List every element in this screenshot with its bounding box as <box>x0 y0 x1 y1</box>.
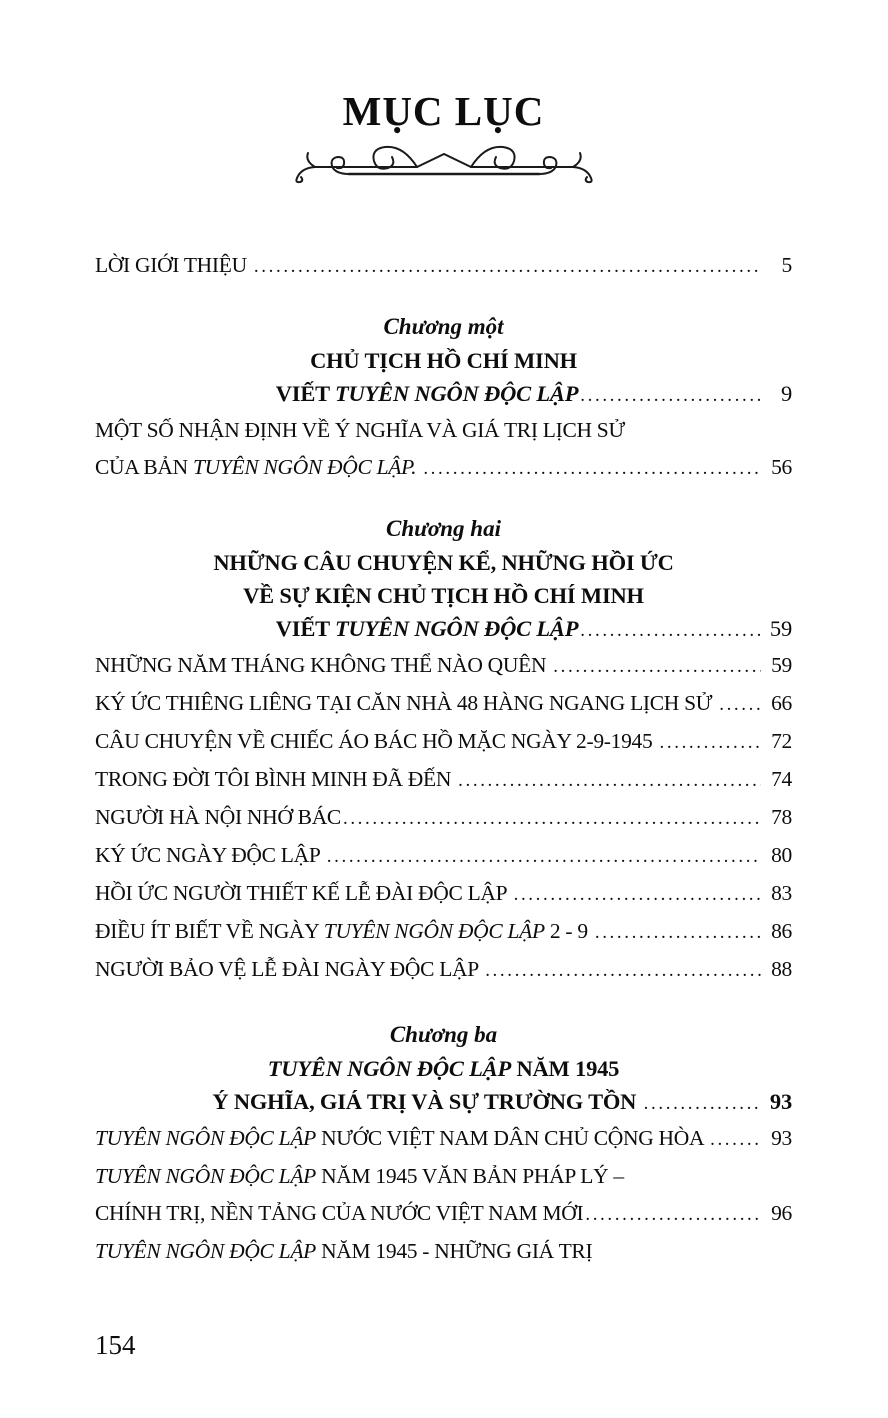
chapter-label-text: Chương hai <box>386 516 501 541</box>
text-segment: TUYÊN NGÔN ĐỘC LẬP <box>335 381 579 406</box>
text-segment: TUYÊN NGÔN ĐỘC LẬP <box>323 919 545 943</box>
text-segment: NĂM 1945 - NHỮNG GIÁ TRỊ <box>316 1239 593 1263</box>
ornament-divider <box>95 137 792 187</box>
toc-entry-text <box>95 1195 583 1232</box>
text-segment: MỘT SỐ NHẬN ĐỊNH VỀ Ý NGHĨA VÀ GIÁ TRỊ LỊCH SỬ <box>95 418 625 442</box>
text-segment: NGƯỜI BẢO VỆ LỄ ĐÀI NGÀY ĐỘC LẬP <box>95 957 484 981</box>
page-number: 88 <box>771 957 792 981</box>
chapter-title-line-text <box>212 1085 641 1118</box>
chapter-label <box>95 1018 792 1052</box>
page-number: 78 <box>771 805 792 829</box>
toc-entry <box>95 1120 792 1158</box>
text-segment: TUYÊN NGÔN ĐỘC LẬP <box>95 1239 316 1263</box>
page-title: MỤC LỤC <box>342 88 545 134</box>
chapter-title-line-text <box>268 1052 619 1085</box>
toc-entry-text <box>95 875 512 912</box>
chapter-title-line <box>95 1085 792 1120</box>
text-segment: NGƯỜI HÀ NỘI NHỚ BÁC <box>95 805 341 829</box>
chapter-title-line <box>95 612 792 647</box>
text-segment: LỜI GIỚI THIỆU <box>95 253 252 277</box>
chapter-title-line <box>95 546 792 579</box>
toc-entry <box>95 761 792 799</box>
dot-leader <box>327 837 761 875</box>
toc-entry <box>95 685 792 723</box>
footer-page-number: 154 <box>95 1330 136 1360</box>
text-segment: TRONG ĐỜI TÔI BÌNH MINH ĐÃ ĐẾN <box>95 767 457 791</box>
toc-entry-text <box>95 1233 592 1270</box>
page-number: 72 <box>771 729 792 753</box>
chapter-section <box>95 1018 792 1270</box>
dot-leader <box>343 799 761 837</box>
toc-entry <box>95 1195 792 1233</box>
toc-entry-text <box>95 247 252 284</box>
text-segment: TUYÊN NGÔN ĐỘC LẬP <box>335 616 579 641</box>
page-number: 5 <box>781 253 792 277</box>
toc <box>95 247 792 1270</box>
dot-leader <box>485 951 761 989</box>
toc-entry <box>95 723 792 761</box>
dot-leader <box>580 612 761 647</box>
page-number: 86 <box>771 919 792 943</box>
text-segment: VỀ SỰ KIỆN CHỦ TỊCH HỒ CHÍ MINH <box>243 583 644 608</box>
text-segment: NHỮNG NĂM THÁNG KHÔNG THỂ NÀO QUÊN <box>95 653 552 677</box>
text-segment: ĐIỀU ÍT BIẾT VỀ NGÀY <box>95 919 324 943</box>
dot-leader <box>458 761 761 799</box>
page-number: 9 <box>780 381 793 406</box>
chapter-title-line-text <box>213 546 673 579</box>
dot-leader <box>719 685 761 723</box>
toc-entry-text <box>95 723 658 760</box>
dot-leader <box>423 449 761 487</box>
text-segment: 2 - 9 <box>544 919 593 943</box>
toc-entry-text <box>95 1120 708 1157</box>
chapter-title-line-text <box>276 612 579 645</box>
text-segment: NHỮNG CÂU CHUYỆN KỂ, NHỮNG HỒI ỨC <box>213 550 674 575</box>
text-segment: NĂM 1945 <box>511 1056 620 1081</box>
chapter-section <box>95 512 792 989</box>
dot-leader <box>580 377 761 412</box>
toc-entry <box>95 799 792 837</box>
page-number: 56 <box>771 455 792 479</box>
toc-entry-text <box>95 761 456 798</box>
chapter-section <box>95 310 792 487</box>
chapter-label <box>95 310 792 344</box>
page-number: 93 <box>771 1126 792 1150</box>
page-number: 80 <box>771 843 792 867</box>
toc-entry-text <box>95 913 593 950</box>
text-segment <box>416 455 421 479</box>
dot-leader <box>585 1195 761 1233</box>
toc-entry-text <box>95 449 421 486</box>
chapter-title-line-text <box>276 377 579 410</box>
page-number: 74 <box>771 767 792 791</box>
chapter-title-line <box>95 377 792 412</box>
text-segment: CHÍNH TRỊ, NỀN TẢNG CỦA NƯỚC VIỆT NAM MỚI <box>95 1201 584 1225</box>
chapter-title-line-text <box>310 344 577 377</box>
toc-entry <box>95 247 792 285</box>
toc-entry <box>95 1233 792 1270</box>
text-segment: KÝ ỨC THIÊNG LIÊNG TẠI CĂN NHÀ 48 HÀNG NGANG LỊCH SỬ <box>95 691 718 715</box>
chapter-label <box>95 512 792 546</box>
text-segment: NĂM 1945 VĂN BẢN PHÁP LÝ – <box>316 1164 624 1188</box>
toc-entry-text <box>95 1158 624 1195</box>
dot-leader <box>644 1085 761 1120</box>
text-segment: CỦA BẢN <box>95 455 193 479</box>
dot-leader <box>254 247 761 285</box>
text-segment: KÝ ỨC NGÀY ĐỘC LẬP <box>95 843 325 867</box>
toc-entry-text <box>95 951 483 988</box>
chapter-label-text: Chương một <box>383 314 504 339</box>
dot-leader <box>514 875 761 913</box>
dot-leader <box>660 723 761 761</box>
toc-entry <box>95 1158 792 1195</box>
chapter-label-text: Chương ba <box>389 1022 498 1047</box>
flourish-icon <box>289 137 599 187</box>
chapter-title-line <box>95 579 792 612</box>
page-number: 66 <box>771 691 792 715</box>
toc-entry <box>95 412 792 449</box>
page-number: 93 <box>769 1089 793 1114</box>
text-segment: HỒI ỨC NGƯỜI THIẾT KẾ LỄ ĐÀI ĐỘC LẬP <box>95 881 512 905</box>
text-segment: TUYÊN NGÔN ĐỘC LẬP <box>95 1126 316 1150</box>
toc-entry-text <box>95 647 551 684</box>
toc-entry <box>95 951 792 989</box>
dot-leader <box>553 647 761 685</box>
toc-entry <box>95 875 792 913</box>
chapter-title-line <box>95 1052 792 1085</box>
text-segment: CÂU CHUYỆN VỀ CHIẾC ÁO BÁC HỒ MẶC NGÀY 2-9-1945 <box>95 729 658 753</box>
page-number: 83 <box>771 881 792 905</box>
chapter-title-line <box>95 344 792 377</box>
page-number: 96 <box>771 1201 792 1225</box>
toc-entry-text <box>95 799 341 836</box>
text-segment: NƯỚC VIỆT NAM DÂN CHỦ CỘNG HÒA <box>316 1126 709 1150</box>
text-segment: VIẾT <box>275 616 335 641</box>
toc-entry-text <box>95 837 325 874</box>
dot-leader <box>710 1120 761 1158</box>
text-segment: Ý NGHĨA, GIÁ TRỊ VÀ SỰ TRƯỜNG TỒN <box>212 1089 642 1114</box>
toc-entry <box>95 913 792 951</box>
toc-entry-text <box>95 412 625 449</box>
toc-entry-text <box>95 685 717 722</box>
page-number: 59 <box>771 653 792 677</box>
page-number: 59 <box>769 616 793 641</box>
text-segment: TUYÊN NGÔN ĐỘC LẬP <box>95 1164 316 1188</box>
toc-entry <box>95 647 792 685</box>
toc-entry <box>95 449 792 487</box>
toc-entry <box>95 837 792 875</box>
chapter-title-line-text <box>243 579 644 612</box>
intro-block <box>95 247 792 285</box>
text-segment: VIẾT <box>275 381 335 406</box>
text-segment: TUYÊN NGÔN ĐỘC LẬP. <box>192 455 417 479</box>
text-segment: CHỦ TỊCH HỒ CHÍ MINH <box>310 348 577 373</box>
dot-leader <box>595 913 761 951</box>
text-segment: TUYÊN NGÔN ĐỘC LẬP <box>267 1056 512 1081</box>
